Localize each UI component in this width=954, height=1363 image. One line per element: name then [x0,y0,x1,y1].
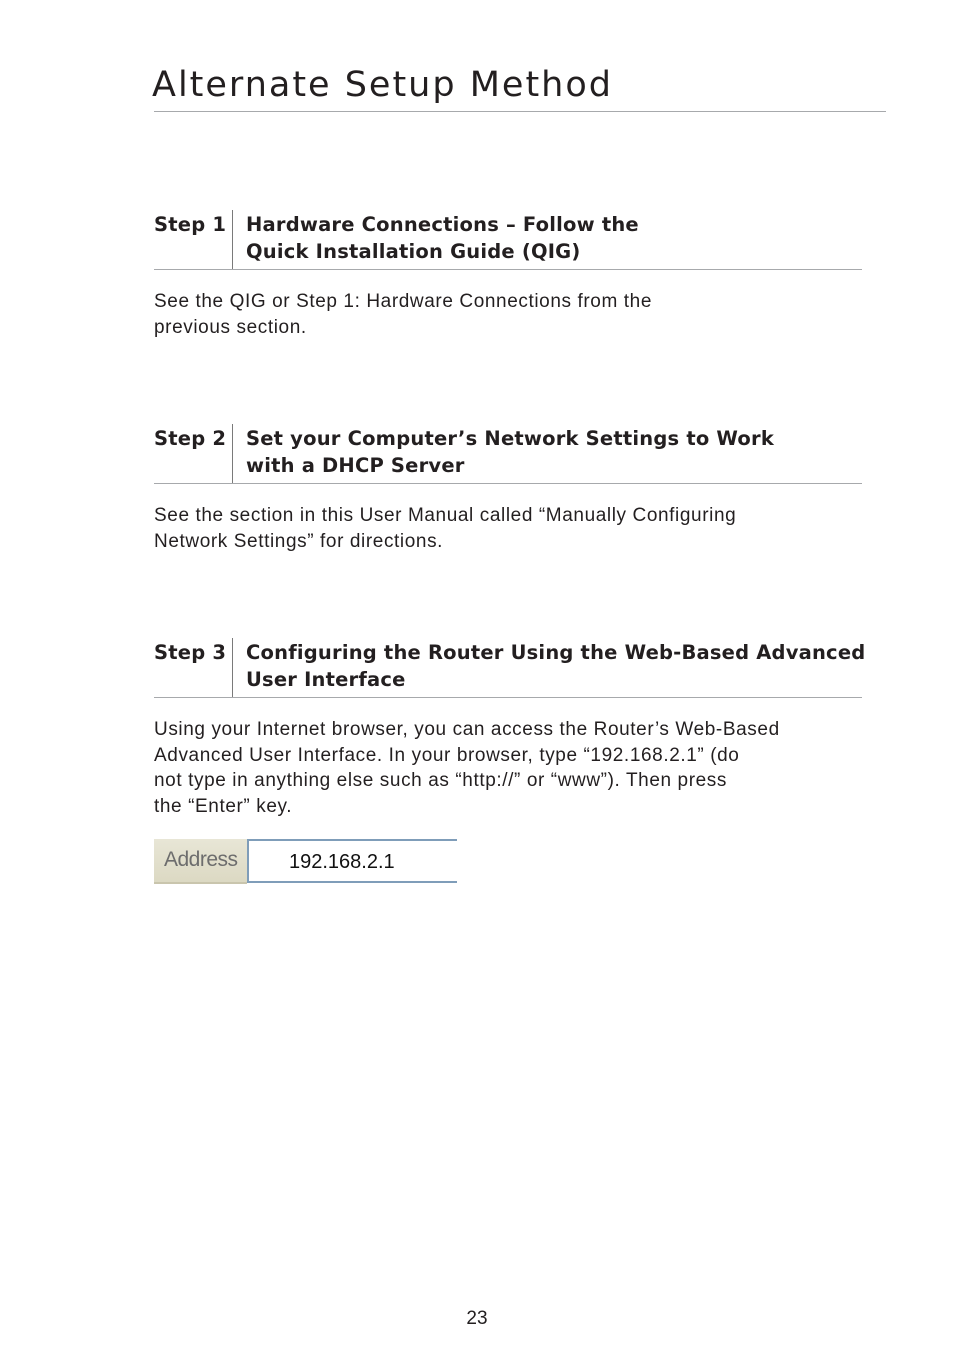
step-1-body-line-2: previous section. [154,316,307,338]
title-rule [154,111,886,112]
address-value: 192.168.2.1 [289,851,395,873]
step-2-divider [232,424,233,483]
step-3-title-line-2: User Interface [246,668,406,691]
step-3-body-line-3: not type in anything else such as “http://” or “www”). Then press [154,770,727,791]
step-1-label: Step 1 [154,213,227,236]
step-2-header [154,424,862,484]
address-label: Address [164,848,238,871]
address-bar-screenshot [154,839,457,884]
step-3-body-line-2: Advanced User Interface. In your browser, type “192.168.2.1” (do [154,744,740,766]
page-title: Alternate Setup Method [152,65,613,105]
step-1-title [246,211,862,265]
step-2-title [246,425,862,479]
step-3-body-line-4: the “Enter” key. [154,795,293,817]
step-2-title-line-2: with a DHCP Server [246,454,465,477]
step-1-body [154,289,862,340]
step-1-body-line-1: See the QIG or Step 1: Hardware Connections from the [154,291,652,312]
page-number: 23 [466,1308,488,1329]
step-2-body-line-1: See the section in this User Manual called “Manually Configuring [154,505,737,526]
address-field [247,839,457,883]
step-3-label: Step 3 [154,641,227,664]
step-2-body-line-2: Network Settings” for directions. [154,530,444,552]
step-3-header [154,638,866,698]
step-3-divider [232,638,233,697]
step-1-title-line-2: Quick Installation Guide (QIG) [246,240,581,263]
step-1-section [154,210,862,340]
step-1-header [154,210,862,270]
step-1-divider [232,210,233,269]
step-2-section [154,424,862,554]
step-3-body-line-1: Using your Internet browser, you can access the Router’s Web-Based [154,719,780,740]
step-3-body [154,717,862,819]
address-label-cell [154,839,247,884]
step-2-title-line-1: Set your Computer’s Network Settings to Work [246,427,775,450]
step-2-body [154,503,862,554]
step-3-section [154,638,866,819]
step-3-title-line-1: Configuring the Router Using the Web-Based Advanced [246,641,866,664]
step-1-title-line-1: Hardware Connections – Follow the [246,213,639,236]
step-2-label: Step 2 [154,427,227,450]
step-3-title [246,639,866,693]
